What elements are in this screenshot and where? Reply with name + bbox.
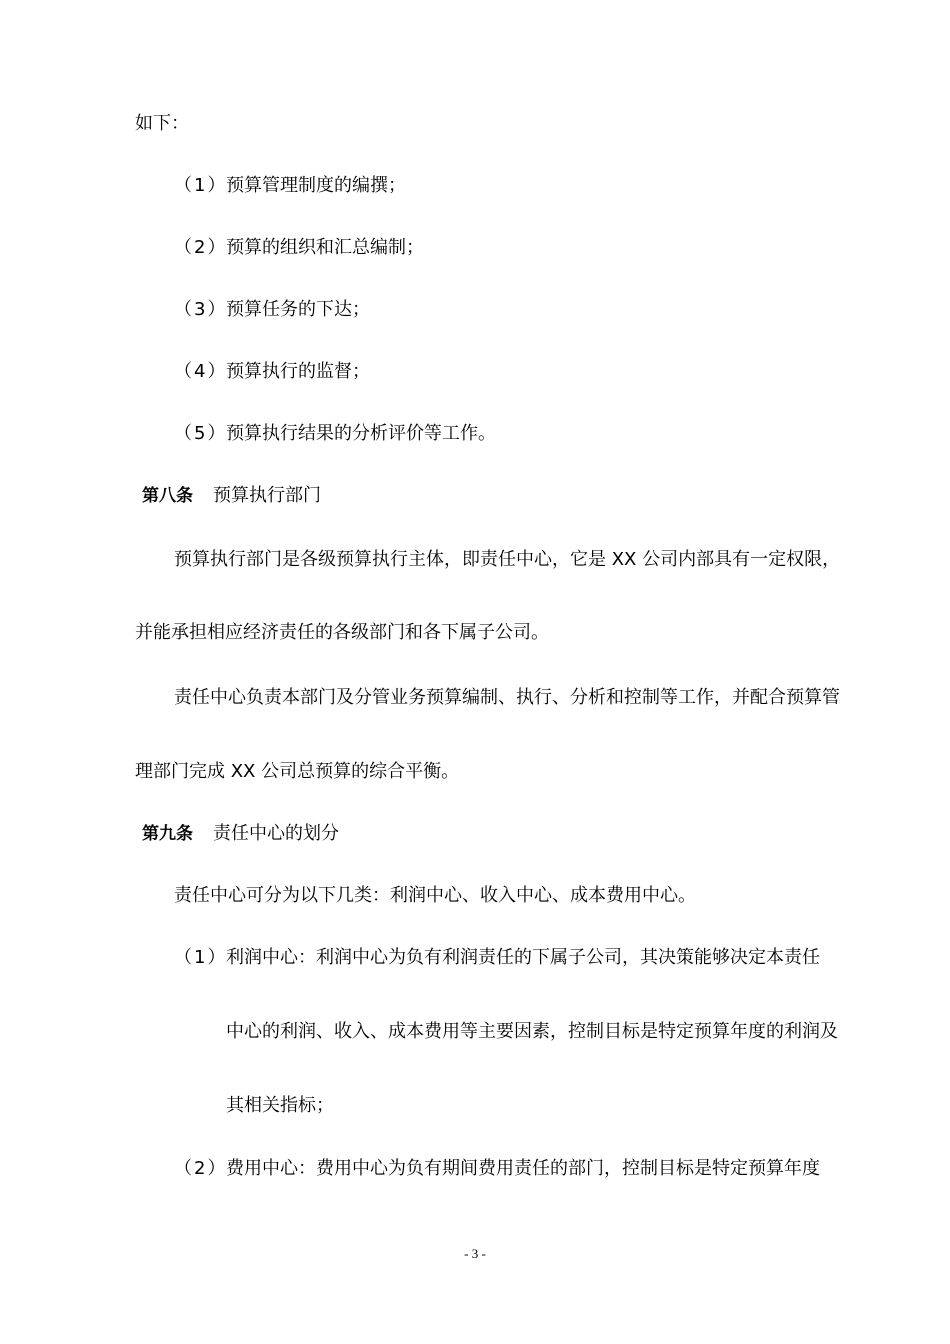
- paragraph-line: 责任中心负责本部门及分管业务预算编制、执行、分析和控制等工作，并配合预算管: [174, 687, 840, 708]
- list-item-text: 费用中心：费用中心为负有期间费用责任的部门，控制目标是特定预算年度: [226, 1158, 820, 1179]
- list-item: [174, 236, 424, 260]
- list-item-number: （4）: [174, 361, 228, 382]
- page-number: - 3 -: [464, 1246, 486, 1261]
- list-item-continuation: 中心的利润、收入、成本费用等主要因素，控制目标是特定预算年度的利润及: [226, 1021, 838, 1042]
- list-item-number: （5）: [174, 423, 228, 444]
- list-item: [174, 1157, 820, 1181]
- list-item: [174, 946, 820, 970]
- list-item: [174, 360, 370, 384]
- list-item-number: （2）: [174, 1158, 228, 1179]
- list-item-number: （1）: [174, 947, 228, 968]
- list-item: [174, 422, 496, 446]
- list-item-text: 预算任务的下达；: [226, 299, 370, 320]
- list-item-continuation: 其相关指标；: [226, 1095, 334, 1116]
- list-item-text: 预算执行结果的分析评价等工作。: [226, 423, 496, 444]
- article-number: 第九条: [142, 824, 193, 844]
- paragraph-line: 责任中心可分为以下几类：利润中心、收入中心、成本费用中心。: [174, 885, 696, 906]
- list-item-text: 预算管理制度的编撰；: [226, 175, 406, 196]
- paragraph-line: 并能承担相应经济责任的各级部门和各下属子公司。: [135, 622, 549, 643]
- paragraph-line: 预算执行部门是各级预算执行主体，即责任中心，它是 XX 公司内部具有一定权限，: [174, 549, 841, 570]
- article-title: 预算执行部门: [213, 485, 321, 506]
- list-item: [174, 298, 370, 322]
- article-title: 责任中心的划分: [213, 823, 339, 844]
- list-item-text: 利润中心：利润中心为负有利润责任的下属子公司，其决策能够决定本责任: [226, 947, 820, 968]
- paragraph-line: 理部门完成 XX 公司总预算的综合平衡。: [135, 761, 460, 782]
- list-item-text: 预算执行的监督；: [226, 361, 370, 382]
- article-9-heading: [142, 822, 339, 846]
- article-number: 第八条: [142, 486, 193, 506]
- article-8-heading: [142, 484, 321, 508]
- intro-text: 如下：: [135, 113, 189, 134]
- list-item-text: 预算的组织和汇总编制；: [226, 237, 424, 258]
- list-item-number: （1）: [174, 175, 228, 196]
- list-item: [174, 174, 406, 198]
- list-item-number: （2）: [174, 237, 228, 258]
- list-item-number: （3）: [174, 299, 228, 320]
